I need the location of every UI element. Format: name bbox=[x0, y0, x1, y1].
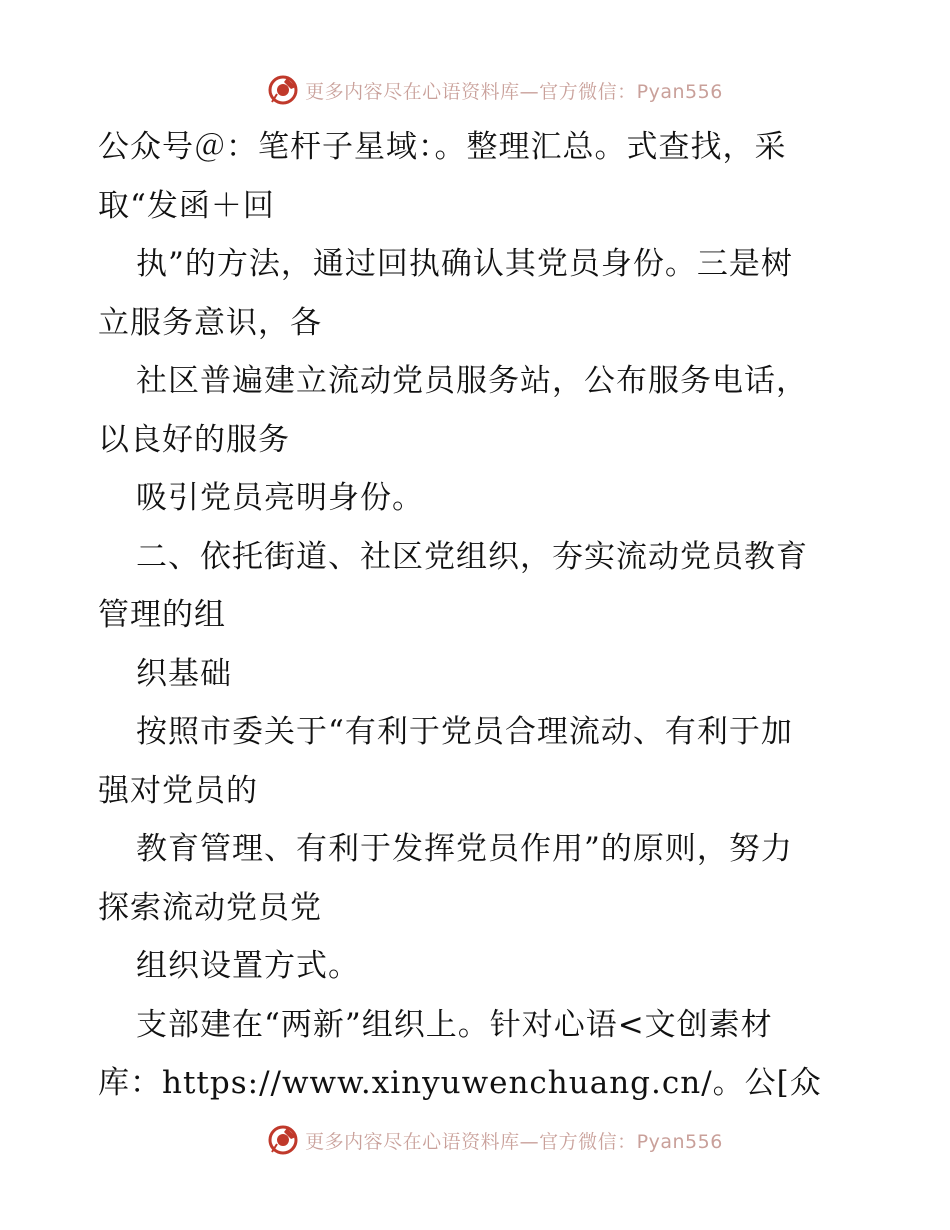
text-line: 支部建在“两新”组织上。针对心语<文创素材 bbox=[136, 1006, 773, 1043]
section-heading-line: 二、依托街道、社区党组织，夯实流动党员教育 bbox=[136, 538, 808, 575]
text-line: 执”的方法，通过回执确认其党员身份。三是树 bbox=[136, 246, 793, 282]
document-body bbox=[98, 118, 878, 1113]
text-line: 库：https://www.xinyuwenchuang.cn/。公[众 bbox=[98, 1065, 822, 1101]
text-line: 公众号＠：笔杆子星域：。整理汇总。式查找，采 bbox=[98, 129, 787, 165]
text-line: 组织设置方式。 bbox=[136, 948, 360, 984]
text-line: 教育管理、有利于发挥党员作用”的原则，努力 bbox=[136, 831, 793, 867]
header-watermark-banner bbox=[0, 70, 950, 110]
text-line: 按照市委关于“有利于党员合理流动、有利于加 bbox=[136, 714, 793, 750]
pen-seal-logo-icon bbox=[267, 1124, 299, 1156]
text-line: 取“发函＋回 bbox=[98, 187, 275, 224]
text-line: 社区普遍建立流动党员服务站，公布服务电话， bbox=[136, 363, 808, 399]
watermark-text: 更多内容尽在心语资料库—官方微信：Pyan556 bbox=[305, 80, 723, 103]
text-line: 强对党员的 bbox=[98, 772, 258, 809]
watermark-text: 更多内容尽在心语资料库—官方微信：Pyan556 bbox=[305, 1130, 723, 1153]
section-heading-line: 管理的组 bbox=[98, 597, 226, 633]
text-line: 吸引党员亮明身份。 bbox=[136, 480, 424, 516]
section-heading-line: 织基础 bbox=[136, 655, 232, 692]
text-line: 以良好的服务 bbox=[98, 421, 290, 458]
text-line: 探索流动党员党 bbox=[98, 889, 322, 926]
footer-watermark-banner bbox=[0, 1120, 950, 1160]
text-line: 立服务意识，各 bbox=[98, 304, 322, 341]
pen-seal-logo-icon bbox=[267, 74, 299, 106]
